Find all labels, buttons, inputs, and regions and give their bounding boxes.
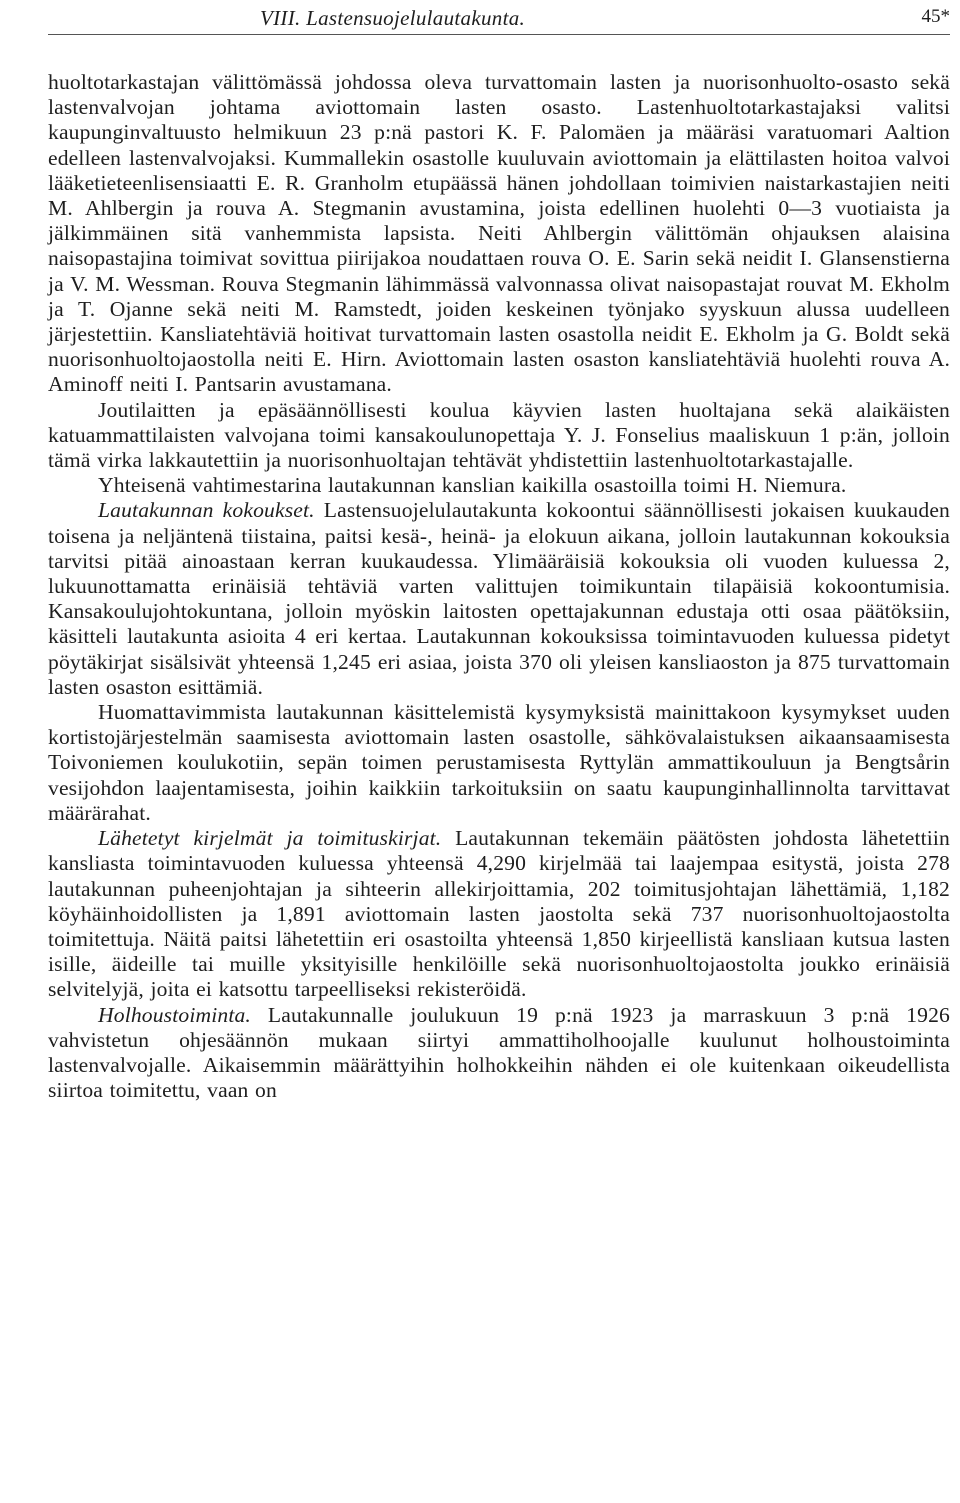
paragraph-text: Yhteisenä vahtimestarina lautakunnan kanslian kaikilla osastoilla toimi H. Niemura.: [98, 473, 847, 498]
body-text: [48, 70, 950, 1103]
page-number: 45*: [921, 6, 950, 27]
paragraph-text: Joutilaitten ja epäsäännöllisesti koulua käyvien lasten huoltajana sekä alaikäisten katuammattilaisten valvojana toimi kansakoulunopettaja Y. J. Fonselius maaliskuun 1 p:än, jolloin tämä virka lakkautettiin ja nuorisonhuoltajan tehtävät yhdistettiin lastenhuoltotarkastajalle.: [48, 397, 950, 473]
paragraph-text: Lastensuojelulautakunta kokoontui säännöllisesti jokaisen kuukauden toisena ja neljäntenä tiistaina, paitsi kesä-, heinä- ja elokuun aikana, jolloin lautakunnan kokouksia tarvitsi pitää ainoastaan kerran kuukaudessa. Ylimääräisiä kokouksia oli vuoden kuluessa 2, lukuunottamatta erinäisiä tehtäviä varten valittujen toimikuntain tilapäisiä kokoontumisia. Kansakoulujohtokuntana, jolloin myöskin laitosten opettajakunnan edustaja otti osaa päätöksiin, käsitteli lautakunta asioita 4 eri kertaa. Lautakunnan kokouksissa toimintavuoden kuluessa pidetyt pöytäkirjat sisälsivät yhteensä 1,245 eri asiaa, joista 370 oli yleisen kansliaoston ja 875 turvattomain lasten osaston esittämiä.: [48, 498, 950, 699]
paragraph-text: huoltotarkastajan välittömässä johdossa oleva turvattomain lasten ja nuorisonhuolto-osasto sekä lastenvalvojan johtama aviottomain lasten osasto. Lastenhuoltotarkastajaksi valitsi kaupunginvaltuusto helmikuun 23 p:nä pastori K. F. Palomäen ja määräsi varatuomari Aaltion edelleen lastenvalvojaksi. Kummallekin osastolle kuuluvain aviottomain ja elättilasten hoitoa valvoi lääketieteenlisensiaatti E. R. Granholm etupäässä hänen johdollaan toimivien naistarkastajien neiti M. Ahlbergin ja rouva A. Stegmanin avustamina, joista edellinen huolehti 0—3 vuotiaista ja jälkimmäinen sitä vanhemmista lapsista. Neiti Ahlbergin välittömän ohjauksen alaisina naisopastajina toimivat sovittua piirijakoa noudattaen rouva O. E. Sarin sekä neidit I. Glansenstierna ja V. M. Wessman. Rouva Stegmanin lähimmässä valvonnassa olivat naisopastajat rouvat M. Ekholm ja T. Ojanne sekä neiti M. Ramstedt, joiden keskeinen työnjako syyskuun alussa uudelleen järjestettiin. Kansliatehtäviä hoitivat turvattomain lasten osastolla neidit E. Ekholm ja G. Boldt sekä nuorisonhuoltojaostolla neiti E. Hirn. Aviottomain lasten osaston kansliatehtäviä huolehti rouva A. Aminoff neiti I. Pantsarin avustamana.: [48, 70, 950, 397]
section-lead: Lautakunnan kokoukset.: [98, 498, 315, 523]
document-page: [48, 0, 950, 1103]
paragraph: [48, 398, 950, 474]
chapter-title: VIII. Lastensuojelulautakunta.: [260, 6, 526, 30]
paragraph: [48, 473, 950, 498]
paragraph: [48, 826, 950, 1002]
paragraph: [48, 498, 950, 700]
paragraph-text: Huomattavimmista lautakunnan käsittelemistä kysymyksistä mainittakoon kysymykset uuden kortistojärjestelmän saamisesta aviottomain lasten osastolle, sähkövalaistuksen aikaansaamisesta Toivoniemen koulukotiin, sepän toimen perustamisesta Ryttylän ammattikouluun ja Bengtsårin vesijohdon laajentamisesta, joihin kaikkiin tarkoituksiin on saatu kaupunginhallinnolta tarvittavat määrärahat.: [48, 700, 950, 825]
header-rule: [48, 34, 950, 35]
paragraph: [48, 70, 950, 398]
paragraph-text: Lautakunnalle joulukuun 19 p:nä 1923 ja marraskuun 3 p:nä 1926 vahvistetun ohjesäännön mukaan siirtyi ammattiholhoojalle kuulunut holhoustoiminta lastenvalvojalle. Aikaisemmin määrättyihin holhokkeihin nähden ei ole kuitenkaan oikeudellista siirtoa toimitettu, vaan on: [48, 1002, 950, 1103]
paragraph: [48, 700, 950, 826]
paragraph-text: Lautakunnan tekemäin päätösten johdosta lähetettiin kansliasta toimintavuoden kuluessa yhteensä 4,290 kirjelmää tai laajempaa esitystä, joista 278 lautakunnan puheenjohtajan ja sihteerin allekirjoittamia, 202 toimitusjohtajan lähettämiä, 1,182 köyhäinhoidollisten ja 1,891 aviottomain lasten jaostolta sekä 737 nuorisonhuoltojaostolta toimitettuja. Näitä paitsi lähetettiin eri osastoilta yhteensä 1,850 kirjeellistä kansliaan kutsua lasten isille, äideille tai muille yksityisille henkilöille sekä nuorisonhuoltojaostolta joukko erinäisiä selvitelyjä, joita ei katsottu tarpeelliseksi rekisteröidä.: [48, 826, 950, 1002]
section-lead: Lähetetyt kirjelmät ja toimituskirjat.: [98, 826, 442, 851]
running-header: [48, 4, 950, 34]
section-lead: Holhoustoiminta.: [98, 1002, 251, 1027]
paragraph: [48, 1003, 950, 1104]
